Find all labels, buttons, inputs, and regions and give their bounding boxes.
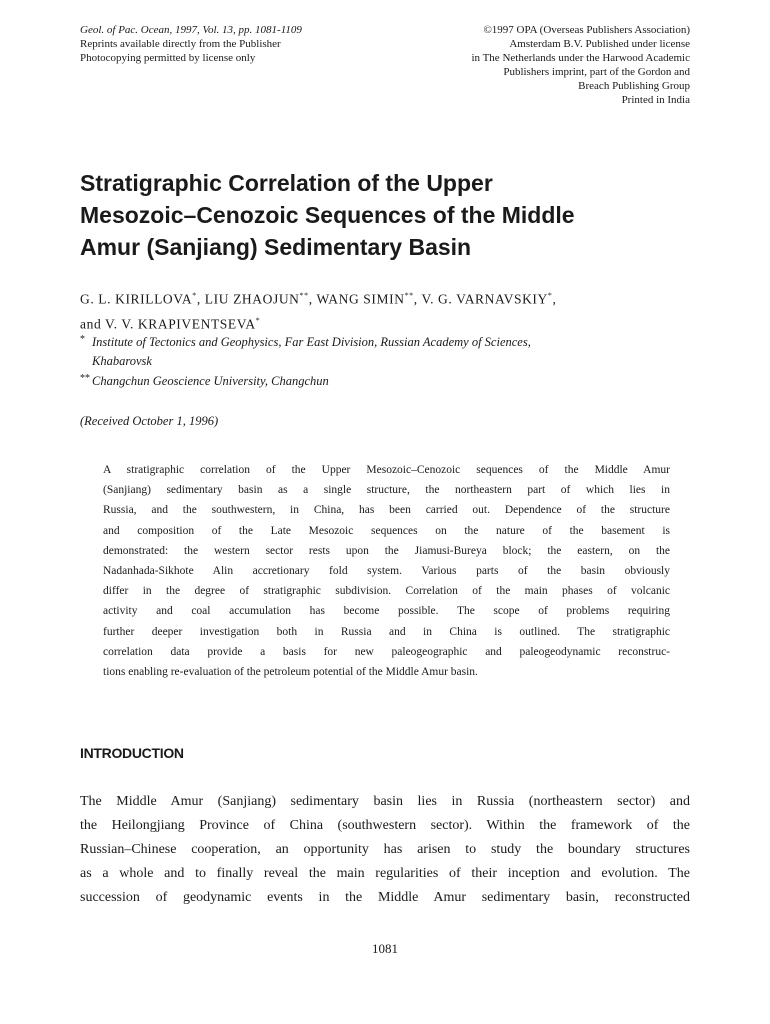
- page-number: 1081: [372, 941, 398, 956]
- abstract-line: A stratigraphic correlation of the Upper Mesozoic–Cenozoic sequences of the Middle Amur: [103, 464, 670, 476]
- affiliation: [80, 372, 700, 391]
- publisher-line: Breach Publishing Group: [578, 80, 690, 92]
- affiliation: [80, 333, 700, 371]
- abstract-line: differ in the degree of stratigraphic subdivision. Correlation of the main phases of volcanic: [103, 585, 670, 598]
- author-line: and V. V. KRAPIVENTSEVA*: [80, 315, 261, 331]
- citation-line: Photocopying permitted by license only: [80, 52, 256, 64]
- abstract-line: Nadanhada-Sikhote Alin accretionary fold system. Various parts of the basin obviously: [103, 565, 670, 578]
- publisher-line: Printed in India: [621, 94, 690, 106]
- publisher-line: Publishers imprint, part of the Gordon and: [503, 66, 690, 78]
- publisher-notice: [360, 23, 690, 107]
- affiliation-line: Changchun Geoscience University, Changchun: [92, 374, 329, 388]
- received-date: (Received October 1, 1996): [80, 414, 219, 428]
- paper-title: [80, 167, 700, 263]
- publisher-line: in The Netherlands under the Harwood Academic: [471, 52, 690, 64]
- abstract-line: (Sanjiang) sedimentary basin as a single structure, the northeastern part of which lies in: [103, 484, 670, 497]
- section-heading: INTRODUCTION: [80, 745, 184, 761]
- affiliation-line: Khabarovsk: [92, 354, 152, 368]
- abstract-line: further deeper investigation both in Russia and in China is outlined. The stratigraphic: [103, 625, 670, 638]
- title-line: Amur (Sanjiang) Sedimentary Basin: [80, 234, 472, 260]
- author-list: [80, 285, 700, 334]
- intro-line: the Heilongjiang Province of China (southwestern sector). Within the framework of the: [80, 818, 690, 833]
- intro-line: The Middle Amur (Sanjiang) sedimentary basin lies in Russia (northeastern sector) and: [80, 794, 690, 809]
- intro-line: as a whole and to finally reveal the main regularities of their inception and evolution. The: [80, 866, 690, 881]
- abstract-line: activity and coal accumulation has become possible. The scope of problems requiring: [103, 605, 670, 618]
- citation-line: Geol. of Pac. Ocean, 1997, Vol. 13, pp. 1081-1109: [80, 24, 302, 36]
- publisher-line: ©1997 OPA (Overseas Publishers Association): [483, 24, 690, 36]
- affiliation-mark: **: [80, 373, 90, 384]
- affiliation-mark: *: [80, 334, 85, 345]
- abstract-line: correlation data provide a basis for new paleogeographic and paleogeodynamic reconstruc-: [103, 645, 670, 658]
- title-line: Stratigraphic Correlation of the Upper: [80, 170, 493, 196]
- publisher-line: Amsterdam B.V. Published under license: [509, 38, 690, 50]
- affiliation-line: Institute of Tectonics and Geophysics, Far East Division, Russian Academy of Sciences,: [92, 335, 531, 349]
- intro-line: succession of geodynamic events in the Middle Amur sedimentary basin, reconstructed: [80, 890, 690, 905]
- abstract-line: and composition of the Late Mesozoic sequences on the nature of the basement is: [103, 524, 670, 537]
- author-line: G. L. KIRILLOVA*, LIU ZHAOJUN**, WANG SIMIN**, V. G. VARNAVSKIY*,: [80, 291, 557, 307]
- abstract-line: Russia, and the southwestern, in China, has been carried out. Dependence of the structure: [103, 504, 670, 517]
- title-line: Mesozoic–Cenozoic Sequences of the Middle: [80, 202, 575, 228]
- abstract-line: tions enabling re-evaluation of the petroleum potential of the Middle Amur basin.: [103, 666, 478, 679]
- citation-line: Reprints available directly from the Publisher: [80, 38, 281, 50]
- introduction-text: [80, 790, 690, 910]
- abstract: [103, 460, 670, 682]
- intro-line: Russian–Chinese cooperation, an opportunity has arisen to study the boundary structures: [80, 842, 690, 857]
- abstract-line: demonstrated: the western sector rests upon the Jiamusi-Bureya block; the eastern, on the: [103, 544, 670, 557]
